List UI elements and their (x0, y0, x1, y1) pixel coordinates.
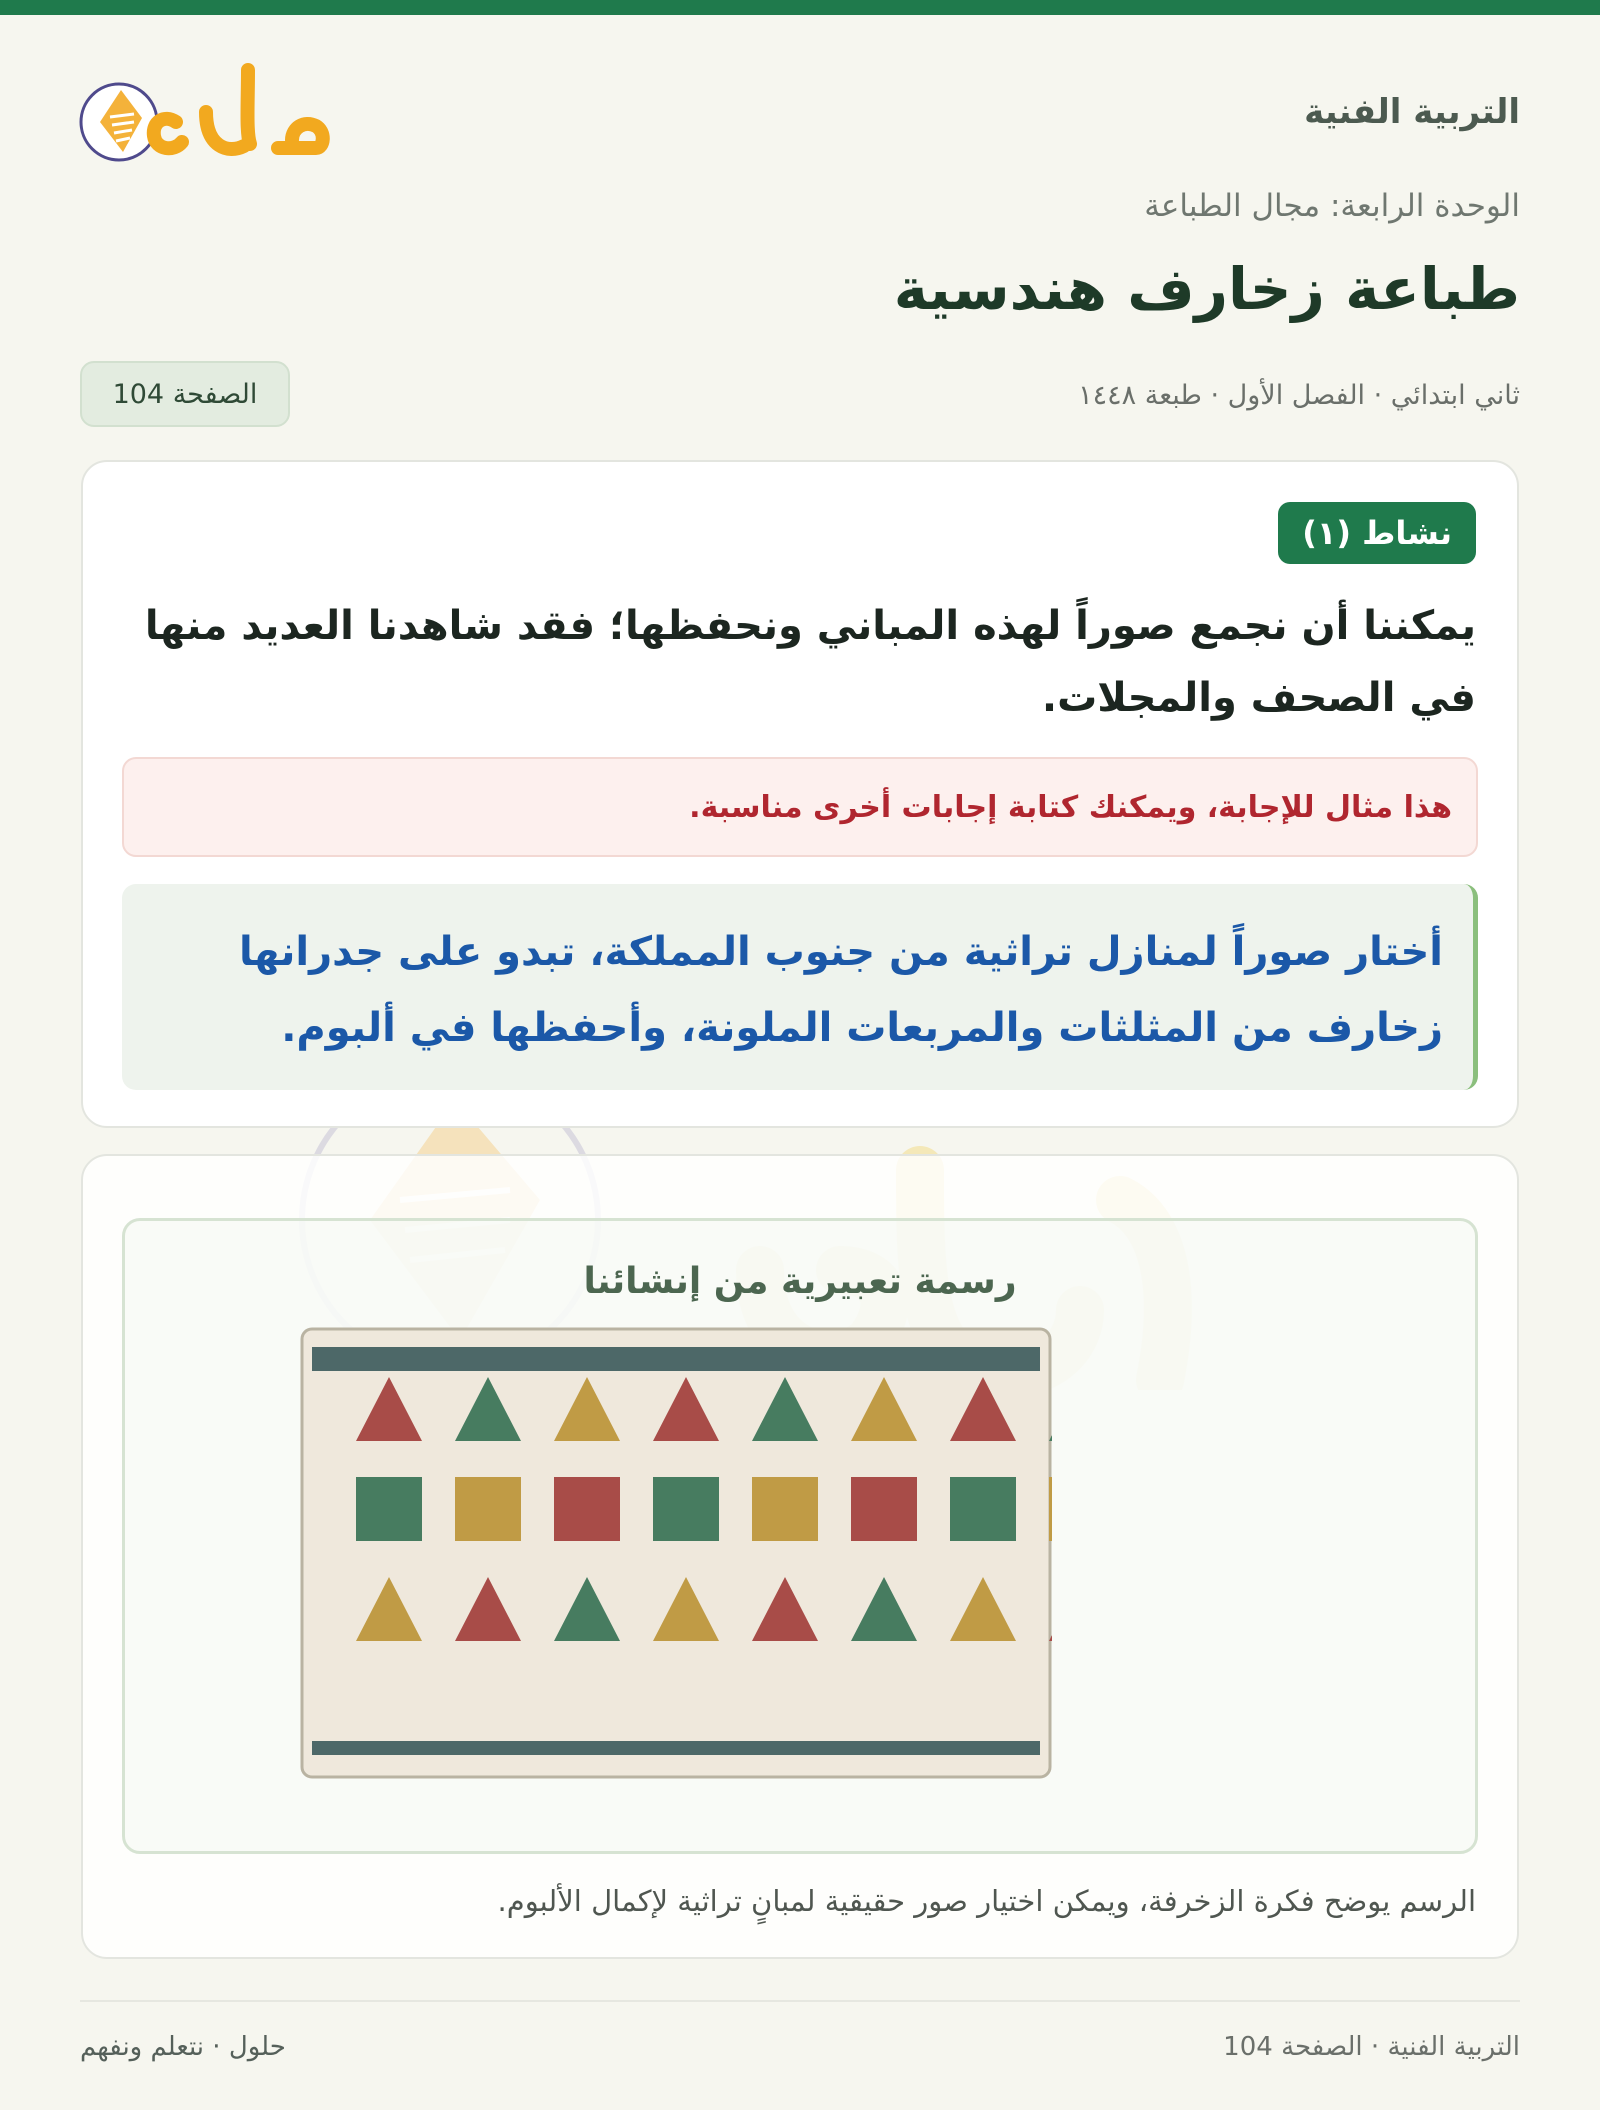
footer-divider (80, 2000, 1520, 2002)
pattern-square (851, 1477, 917, 1541)
pattern-square (653, 1477, 719, 1541)
pattern-square (752, 1477, 818, 1541)
footer-brand: حلول · نتعلم ونفهم (80, 2032, 286, 2062)
answer-box: أختار صوراً لمنازل تراثية من جنوب المملكة، تبدو على جدرانها زخارف من المثلثات والمربعات الملونة، وأحفظها في ألبوم. (122, 884, 1478, 1090)
geometric-pattern-illustration (300, 1327, 1052, 1779)
pattern-panel (302, 1329, 1050, 1777)
pattern-bottom-band (312, 1741, 1040, 1755)
illustration-title: رسمة تعبيرية من إنشائنا (583, 1261, 1017, 1302)
subject-title: التربية الفنية (1304, 92, 1520, 132)
illustration-frame (122, 1218, 1478, 1854)
pattern-square (1049, 1477, 1052, 1541)
activity-question: يمكننا أن نجمع صوراً لهذه المباني ونحفظها؛ فقد شاهدنا العديد منها في الصحف والمجلات. (144, 603, 1476, 721)
pattern-square (455, 1477, 521, 1541)
pattern-square (950, 1477, 1016, 1541)
pattern-square (554, 1477, 620, 1541)
answer-note (122, 757, 1478, 857)
footer-page-info: التربية الفنية · الصفحة 104 (1223, 2032, 1520, 2062)
page-number-badge: الصفحة 104 (80, 361, 290, 427)
site-logo (78, 62, 338, 172)
page-title: طباعة زخارف هندسية (893, 255, 1520, 323)
activity-card (81, 460, 1519, 1128)
pattern-top-band (312, 1347, 1040, 1371)
top-accent-bar (0, 0, 1600, 15)
illustration-card (81, 1154, 1519, 1959)
lesson-meta: ثاني ابتدائي · الفصل الأول · طبعة ١٤٤٨ (1078, 380, 1520, 411)
activity-badge: نشاط (١) (1278, 502, 1476, 564)
illustration-caption: الرسم يوضح فكرة الزخرفة، ويمكن اختيار صور حقيقية لمبانٍ تراثية لإكمال الألبوم. (497, 1884, 1476, 1918)
answer-note-text: هذا مثال للإجابة، ويمكنك كتابة إجابات أخرى مناسبة. (689, 789, 1452, 825)
pattern-square (356, 1477, 422, 1541)
unit-label: الوحدة الرابعة: مجال الطباعة (1144, 188, 1520, 224)
